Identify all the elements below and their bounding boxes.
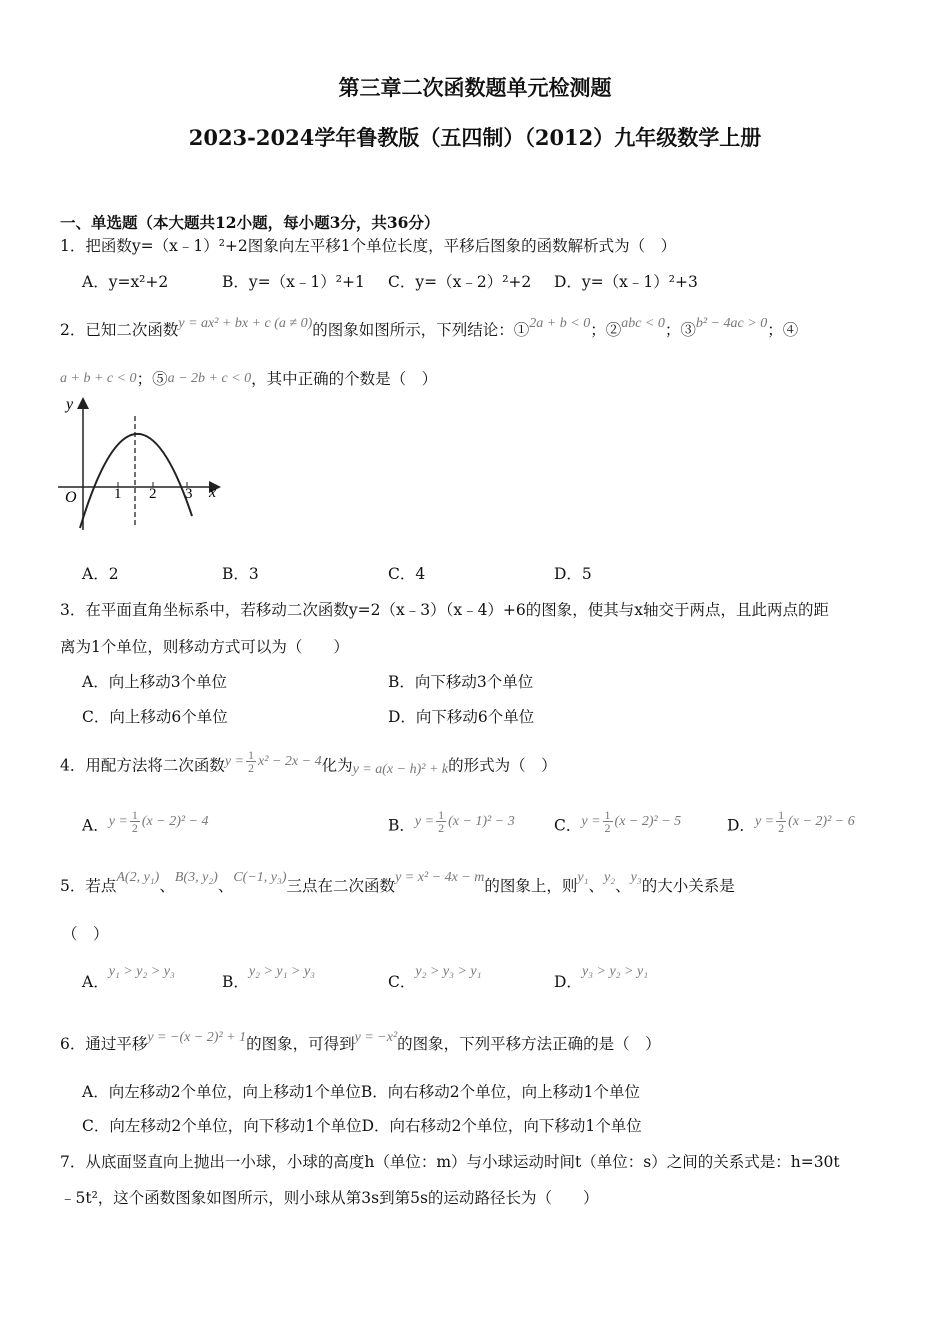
q6-function-1: y = −(x − 2)² + 1 [147, 1030, 247, 1045]
q4-option-a-formula: y = $\frac{1}{2}$ (x − 2)² − 4 [108, 808, 209, 835]
q2-sep2: ；② [590, 321, 622, 339]
q2-stem-line2 [60, 369, 437, 391]
q2-mid: 的图象如图所示，下列结论：① [312, 321, 530, 339]
q2-conclusion-5: a − 2b + c < 0 [167, 371, 252, 386]
q5-num: 5．若点 [60, 877, 117, 895]
q4-option-d-formula: y = $\frac{1}{2}$ (x − 2)² − 6 [754, 808, 855, 835]
q7-stem-line2: ﹣5t²，这个函数图象如图所示，则小球从第3s到第5s的运动路径长为（ ） [60, 1189, 599, 1207]
q2-conclusion-3: b² − 4ac > 0 [695, 316, 768, 331]
q4-end: 的形式为（ ） [448, 756, 557, 775]
q4-option-b-formula: y = $\frac{1}{2}$ (x − 1)² − 3 [414, 808, 515, 835]
q5-point-c: C(−1, y₃) [233, 870, 287, 885]
q1-stem: 1．把函数y=（x﹣1）²+2图象向左平移1个单位长度，平移后图象的函数解析式为（ ） [60, 237, 677, 255]
q2-option-b: B．3 [222, 565, 259, 583]
tick-label-1: 1 [114, 486, 122, 502]
q4-option-b: B．y = $\frac{1}{2}$ (x − 1)² − 3 [388, 808, 515, 835]
q3-option-c: C．向上移动6个单位 [82, 708, 228, 726]
q6-num: 6．通过平移 [60, 1035, 148, 1053]
q6-options-ab: A．向左移动2个单位，向上移动1个单位B．向右移动2个单位，向上移动1个单位 [82, 1083, 641, 1101]
q4-num: 4．用配方法将二次函数 [60, 756, 225, 775]
q5-function: y = x² − 4x − m [395, 870, 485, 885]
q1-option-c: C．y=（x﹣2）²+2 [388, 273, 532, 291]
q2-sep4: ；④ [767, 321, 799, 339]
q4-function: y = $\frac{1}{2}$ x² − 2x − 4 [224, 748, 322, 775]
q2-end: ，其中正确的个数是（ ） [251, 370, 438, 388]
q4-option-d: D．y = $\frac{1}{2}$ (x − 2)² − 6 [727, 808, 855, 835]
q1-option-a: A．y=x²+2 [82, 273, 169, 291]
tick-label-2: 2 [149, 486, 157, 502]
q5-stem: 5．若点A(2, y₁)、B(3, y₂)、C(−1, y₃)三点在二次函数y = x² − 4x − m的图象上，则y₁、y₂、y₃的大小关系是 [60, 870, 735, 895]
q4-option-c-formula: y = $\frac{1}{2}$ (x − 2)² − 5 [581, 808, 682, 835]
q5-paren: （ ） [62, 925, 109, 943]
q6-stem: 6．通过平移y = −(x − 2)² + 1的图象，可得到y = −x²的图象，下列平移方法正确的是（ ） [60, 1030, 661, 1053]
section-header: 一、单选题（本大题共12小题，每小题3分，共36分） [60, 213, 440, 232]
q4-stem [60, 748, 557, 780]
q5-point-a: A(2, y₁) [116, 870, 160, 885]
page-title: 第三章二次函数题单元检测题 [338, 75, 612, 100]
q7-stem-line1: 7．从底面竖直向上抛出一小球，小球的高度h（单位：m）与小球运动时间t（单位：s）之间的关系式是：h=30t [60, 1153, 840, 1171]
q3-stem-line2: 离为1个单位，则移动方式可以为（ ） [60, 638, 349, 656]
q5-option-a: A．y₁ > y₂ > y₃ [82, 964, 175, 991]
q5-option-c: C．y₂ > y₃ > y₁ [388, 964, 482, 991]
q4-option-c: C．y = $\frac{1}{2}$ (x − 2)² − 5 [554, 808, 682, 835]
q5-mid: 三点在二次函数 [286, 877, 396, 895]
q2-option-c: C．4 [388, 565, 426, 583]
q5-option-b: B．y₂ > y₁ > y₃ [222, 964, 316, 991]
q5-point-b: B(3, y₂) [174, 870, 218, 885]
q2-sep5: ；⑤ [136, 370, 168, 388]
q3-option-b: B．向下移动3个单位 [388, 673, 534, 691]
q4-mid: 化为 [321, 756, 353, 775]
q2-conclusion-4: a + b + c < 0 [60, 371, 137, 386]
q4-option-a: A．y = $\frac{1}{2}$ (x − 2)² − 4 [82, 808, 209, 835]
q6-options-cd: C．向左移动2个单位，向下移动1个单位D．向右移动2个单位，向下移动1个单位 [82, 1117, 642, 1135]
q2-function: y = ax² + bx + c (a ≠ 0) [178, 316, 313, 331]
q2-conclusion-2: abc < 0 [621, 316, 665, 331]
q2-option-d: D．5 [554, 565, 592, 583]
page-subtitle: 2023-2024学年鲁教版（五四制）（2012）九年级数学上册 [188, 125, 762, 150]
q3-option-a: A．向上移动3个单位 [82, 673, 228, 691]
q3-option-d: D．向下移动6个单位 [388, 708, 535, 726]
x-axis-label: x [209, 484, 217, 501]
q1-option-b: B．y=（x﹣1）²+1 [222, 273, 365, 291]
q4-vertex-form: y = a(x − h)² + k [352, 761, 449, 777]
q5-option-d: D．y₃ > y₂ > y₁ [554, 964, 649, 991]
q3-stem-line1: 3．在平面直角坐标系中，若移动二次函数y=2（x﹣3）（x﹣4）+6的图象，使其与x轴交于两点，且此两点的距 [60, 601, 830, 619]
y-axis-label: y [66, 396, 74, 413]
q2-num: 2．已知二次函数 [60, 321, 179, 339]
origin-label: O [65, 489, 77, 506]
q2-sep3: ；③ [664, 321, 696, 339]
q2-stem-line1 [60, 316, 799, 342]
parabola-curve [80, 434, 192, 528]
q2-parabola-graph [56, 396, 226, 536]
tick-label-3: 3 [185, 486, 193, 502]
q1-option-d: D．y=（x﹣1）²+3 [554, 273, 698, 291]
q2-conclusion-1: 2a + b < 0 [529, 316, 591, 331]
q2-option-a: A．2 [82, 565, 119, 583]
q6-function-2: y = −x² [354, 1030, 398, 1045]
